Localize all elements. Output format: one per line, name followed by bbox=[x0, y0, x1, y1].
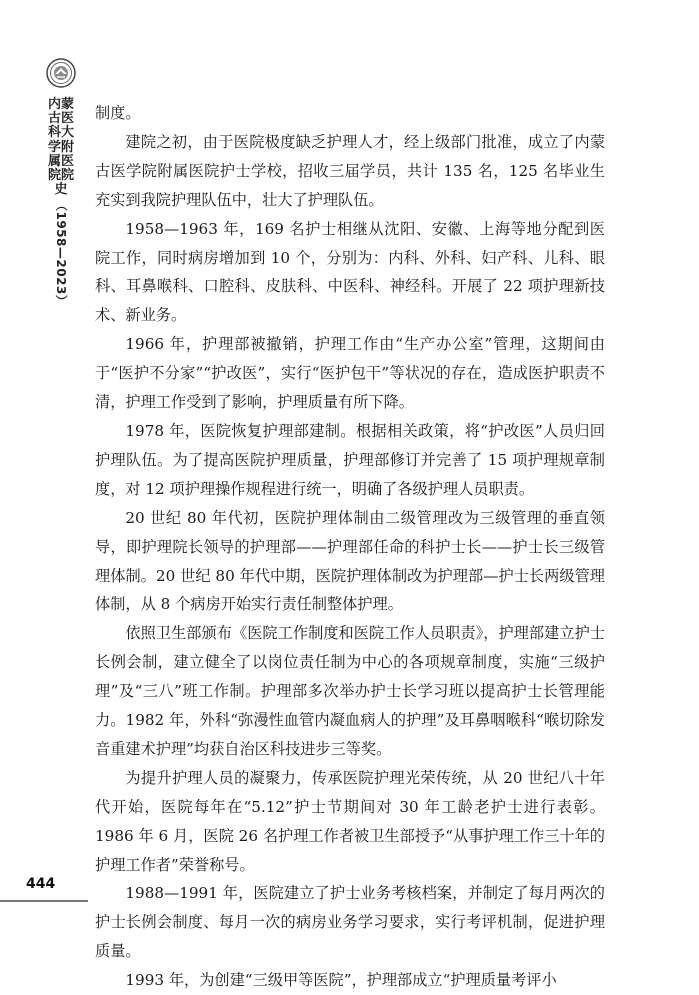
book-title-vertical bbox=[48, 98, 74, 308]
book-years: （1958—2023） bbox=[54, 199, 69, 308]
paragraph: 20 世纪 80 年代初，医院护理体制由二级管理改为三级管理的垂直领导，即护理院长领导的护理部——护理部任命的科护士长——护士长三级管理体制。20 世纪 80 年代中期，医院护理体制改为护理部—护士长两级管理体制，从 8 个病房开始实行责任制整体护理。 bbox=[95, 508, 605, 614]
paragraph: 依照卫生部颁布《医院工作制度和医院工作人员职责》，护理部建立护士长例会制，建立健全了以岗位责任制为中心的各项规章制度，实施“三级护理”及“三八”班工作制。护理部多次举办护士长学习班以提高护士长管理能力。1982 年，外科“弥漫性血管内凝血病人的护理”及耳鼻咽喉科“喉切除发音重建术护理”均获自治区科技进步三等奖。 bbox=[95, 624, 605, 758]
paragraph: 1978 年，医院恢复护理部建制。根据相关政策，将“护改医”人员归回护理队伍。为了提高医院护理质量，护理部修订并完善了 15 项护理规章制度，对 12 项护理操作规程进行统一，明确了各级护理人员职责。 bbox=[95, 421, 605, 498]
paragraph: 1966 年，护理部被撤销，护理工作由“生产办公室”管理，这期间由于“医护不分家”“护改医”，实行“医护包干”等状况的存在，造成医护职责不清，护理工作受到了影响，护理质量有所下降。 bbox=[95, 335, 605, 412]
paragraph: 为提升护理人员的凝聚力，传承医院护理光荣传统，从 20 世纪八十年代开始，医院每年在“5.12”护士节期间对 30 年工龄老护士进行表彰。1986 年 6 月，医院 26 名护理工作者被卫生部授予“从事护理工作三十年的护理工作者”荣誉称号。 bbox=[95, 768, 605, 874]
footer-rule bbox=[0, 900, 88, 902]
book-title: 内蒙古医科大学附属医院院史 bbox=[48, 97, 75, 198]
page-number: 444 bbox=[26, 876, 56, 892]
paragraph: 建院之初，由于医院极度缺乏护理人才，经上级部门批准，成立了内蒙古医学院附属医院护士学校，招收三届学员，共计 135 名，125 名毕业生充实到我院护理队伍中，壮大了护理队伍。 bbox=[95, 132, 605, 209]
paragraph: 1988—1991 年，医院建立了护士业务考核档案，并制定了每月两次的护士长例会制度、每月一次的病房业务学习要求，实行考评机制，促进护理质量。 bbox=[95, 884, 605, 961]
university-seal-icon bbox=[46, 58, 76, 88]
paragraph: 1958—1963 年，169 名护士相继从沈阳、安徽、上海等地分配到医院工作，同时病房增加到 10 个，分别为：内科、外科、妇产科、儿科、眼科、耳鼻喉科、口腔科、皮肤科、中医科、神经科。开展了 22 项护理新技术、新业务。 bbox=[95, 219, 605, 325]
paragraph: 1993 年，为创建“三级甲等医院”，护理部成立“护理质量考评小 bbox=[125, 971, 557, 990]
page-body bbox=[95, 99, 605, 995]
paragraph: 制度。 bbox=[95, 104, 141, 122]
left-margin bbox=[40, 58, 80, 918]
